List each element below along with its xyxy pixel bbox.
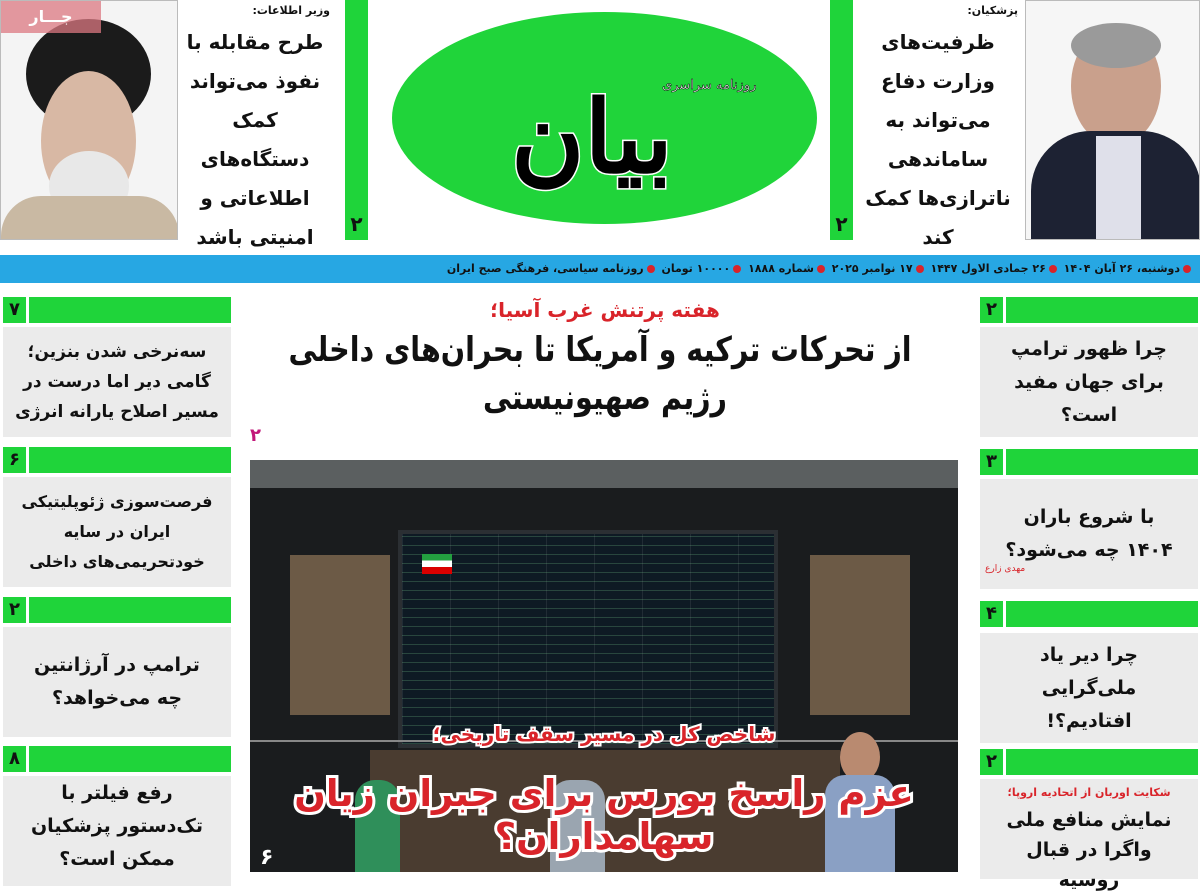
page-number: ۲ <box>350 212 363 236</box>
date-persian: دوشنبه، ۲۶ آبان ۱۴۰۴ <box>1063 262 1180 275</box>
section-bar <box>980 297 1198 323</box>
photo-kicker: شاخص کل در مسیر سقف تاریخی؛ <box>432 722 776 746</box>
story-headline: فرصت‌سوزی ژئوپلیتیکی ایران در سایه خودتحریمی‌های داخلی <box>21 492 213 571</box>
top-left-story[interactable] <box>180 4 330 257</box>
page-number: ۲ <box>980 297 1006 323</box>
left-story-2[interactable] <box>3 477 231 587</box>
right-story-3[interactable] <box>980 633 1198 743</box>
lead-kicker: هفته پرتنش غرب آسیا؛ <box>490 298 720 322</box>
logo-text: بیان <box>511 78 673 196</box>
story-kicker: شکایت اوربان از اتحادیه اروپا؛ <box>1007 786 1171 799</box>
left-story-4[interactable] <box>3 776 231 886</box>
story-headline: چرا دیر یاد ملی‌گرایی افتادیم؟! <box>1040 643 1138 732</box>
issue-number: شماره ۱۸۸۸ <box>748 262 814 275</box>
section-bar <box>980 601 1198 627</box>
page-number: ۲ <box>835 212 848 236</box>
minister-photo <box>0 0 178 240</box>
page-number: ۲ <box>980 749 1006 775</box>
left-story-1[interactable] <box>3 327 231 437</box>
logo-subtitle: روزنامه سراسری <box>662 78 757 93</box>
lead-headline-1: از تحرکات ترکیه و آمریکا تا بحران‌های داخلی <box>288 330 912 370</box>
date-hijri: ۲۶ جمادی الاول ۱۴۴۷ <box>930 262 1046 275</box>
section-bar <box>3 746 231 772</box>
section-bar <box>980 749 1198 775</box>
section-bar <box>3 597 231 623</box>
story-headline: سه‌نرخی شدن بنزین؛ گامی دیر اما درست در مسیر اصلاح یارانه انرژی <box>15 342 219 422</box>
story-headline: با شروع باران ۱۴۰۴ چه می‌شود؟ <box>1005 506 1173 561</box>
story-kicker: پزشکیان: <box>967 4 1018 17</box>
author-name: مهدی زارع <box>985 564 1026 574</box>
story-headline: چرا ظهور ترامپ برای جهان مفید است؟ <box>1011 337 1167 426</box>
stock-exchange-photo[interactable] <box>250 460 958 872</box>
story-headline: طرح مقابله با نفوذ می‌تواند کمک دستگاه‌های اطلاعاتی و امنیتی باشد <box>186 30 324 249</box>
right-story-2[interactable] <box>980 479 1198 589</box>
watermark-logo: جـــار <box>1 1 101 33</box>
story-headline: نمایش منافع ملی واگرا در قبال روسیه <box>1006 809 1172 891</box>
stock-board-screen <box>398 530 778 748</box>
masthead-logo[interactable] <box>392 12 817 224</box>
page-number: ۶ <box>260 845 274 870</box>
right-story-4[interactable] <box>980 779 1198 891</box>
right-story-1[interactable] <box>980 327 1198 437</box>
date-gregorian: ۱۷ نوامبر ۲۰۲۵ <box>831 262 913 275</box>
date-bar <box>0 255 1200 283</box>
left-story-3[interactable] <box>3 627 231 737</box>
story-headline: رفع فیلتر با تک‌دستور پزشکیان ممکن است؟ <box>30 781 204 870</box>
lead-story[interactable] <box>240 294 970 422</box>
paper-description: روزنامه سیاسی، فرهنگی صبح ایران <box>446 262 644 275</box>
story-headline: ظرفیت‌های وزارت دفاع می‌تواند به ساماندهی ناترازی‌ها کمک کند <box>865 30 1011 249</box>
president-photo <box>1025 0 1200 240</box>
page-number: ۳ <box>980 449 1006 475</box>
page-number: ۸ <box>3 746 29 772</box>
price: ۱۰۰۰۰ تومان <box>661 262 731 275</box>
page-number: ۲ <box>250 425 261 446</box>
page-number: ۶ <box>3 447 29 473</box>
page-strip <box>830 0 853 240</box>
section-bar <box>3 447 231 473</box>
page-strip <box>345 0 368 240</box>
photo-headline: عزم راسخ بورس برای جبران زیان سهامداران؟ <box>294 772 914 858</box>
story-headline: ترامپ در آرژانتین چه می‌خواهد؟ <box>34 654 200 709</box>
section-bar <box>980 449 1198 475</box>
top-right-story[interactable] <box>858 4 1018 257</box>
page-number: ۴ <box>980 601 1006 627</box>
lead-headline-2: رژیم صهیونیستی <box>483 378 727 418</box>
section-bar <box>3 297 231 323</box>
story-kicker: وزیر اطلاعات: <box>252 4 330 17</box>
page-number: ۲ <box>3 597 29 623</box>
page-number: ۷ <box>3 297 29 323</box>
